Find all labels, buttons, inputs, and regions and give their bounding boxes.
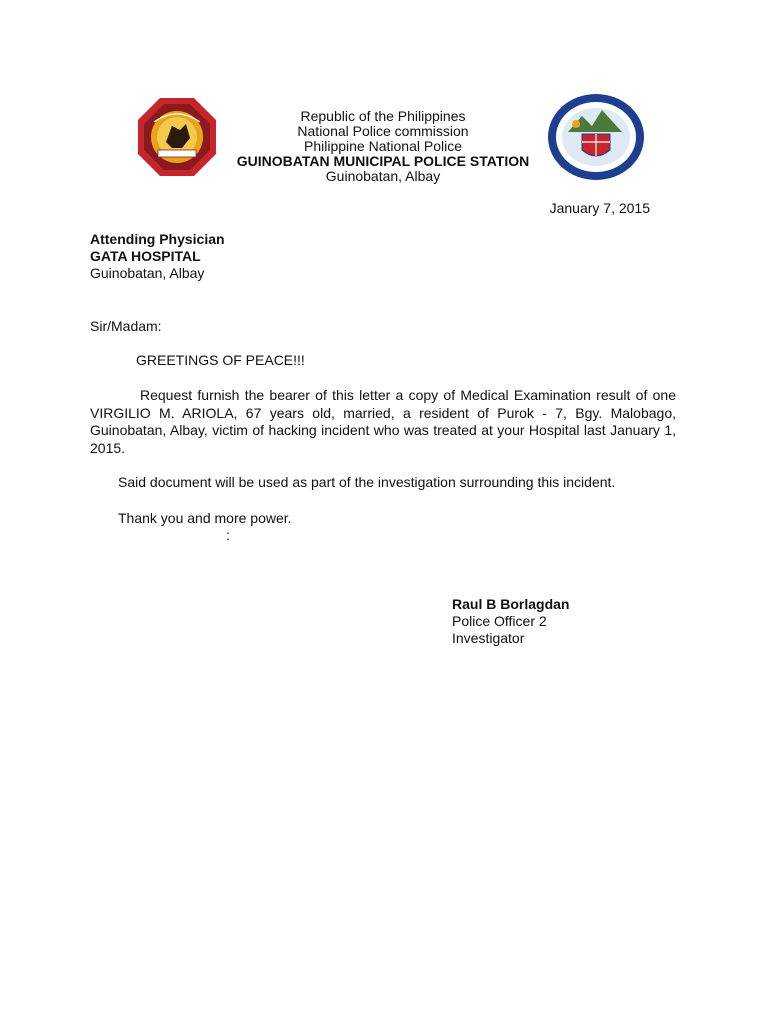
municipal-police-seal-logo bbox=[546, 92, 646, 182]
pnp-seal-logo bbox=[136, 96, 218, 178]
letterhead-line-napolcom: National Police commission bbox=[297, 123, 469, 139]
letterhead-location: Guinobatan, Albay bbox=[325, 168, 441, 184]
letterhead bbox=[220, 109, 546, 184]
addressee-block bbox=[90, 231, 225, 282]
letterhead-line-pnp: Philippine National Police bbox=[304, 138, 462, 154]
addressee-organization: GATA HOSPITAL bbox=[90, 248, 201, 264]
closing-line: Thank you and more power. bbox=[118, 510, 292, 526]
letterhead-line-republic: Republic of the Philippines bbox=[300, 108, 466, 124]
purpose-paragraph: Said document will be used as part of the investigation surrounding this incident. bbox=[118, 474, 616, 490]
greeting: GREETINGS OF PEACE!!! bbox=[136, 352, 305, 368]
letterhead-station-name: GUINOBATAN MUNICIPAL POLICE STATION bbox=[236, 153, 530, 169]
stray-colon: : bbox=[226, 527, 230, 543]
addressee-title: Attending Physician bbox=[90, 231, 225, 247]
salutation: Sir/Madam: bbox=[90, 318, 162, 334]
addressee-location: Guinobatan, Albay bbox=[90, 265, 205, 281]
signatory-position: Investigator bbox=[452, 630, 525, 646]
signature-block bbox=[452, 596, 569, 647]
signatory-rank: Police Officer 2 bbox=[452, 613, 547, 629]
letter-date: January 7, 2015 bbox=[549, 200, 650, 216]
signatory-name: Raul B Borlagdan bbox=[452, 596, 570, 612]
request-paragraph: Request furnish the bearer of this letter a copy of Medical Examination result of one VIRGILIO M. ARIOLA, 67 years old, married, a resident of Purok - 7, Bgy. Malobago, Guinobatan, Albay, victim of hacking incident who was treated at your Hospital last January 1, 2015. bbox=[90, 387, 676, 456]
